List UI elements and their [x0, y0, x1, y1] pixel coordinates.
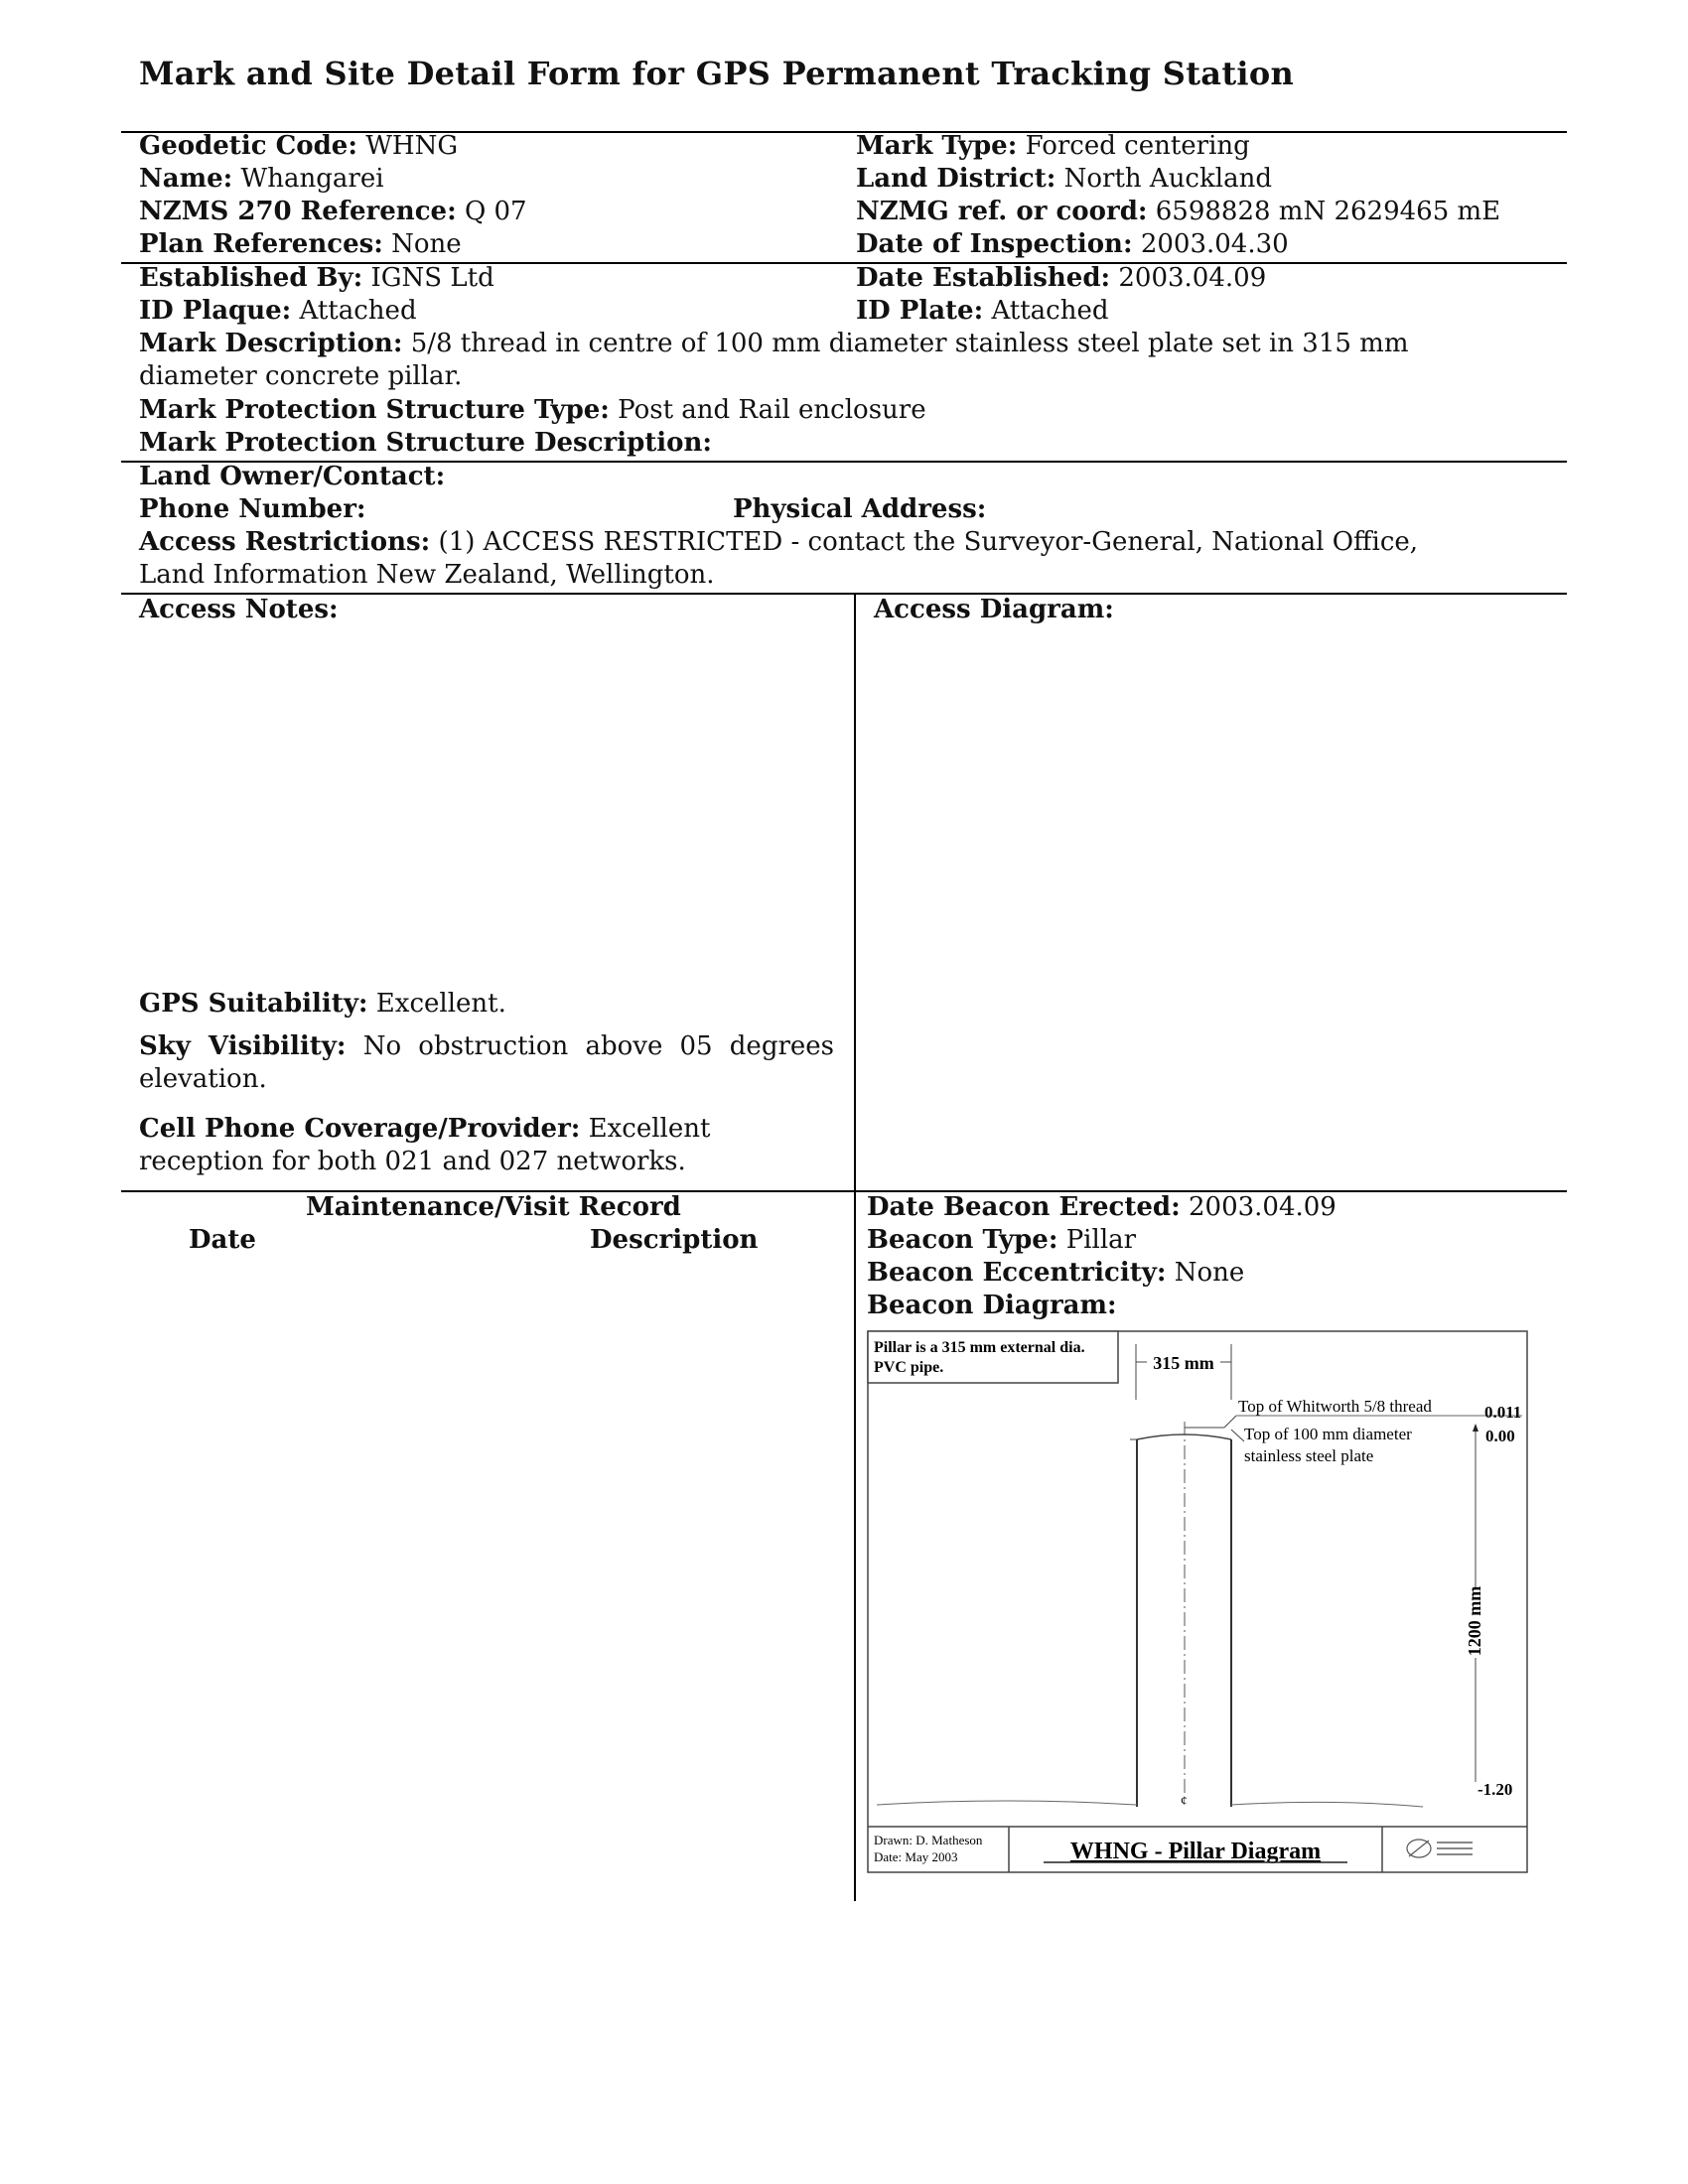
date-established-field: Date Established: 2003.04.09: [856, 263, 1267, 293]
plate-value: 0.00: [1485, 1427, 1515, 1445]
cell-coverage-field: Cell Phone Coverage/Provider: Excellent reception for both 021 and 027 networks.: [139, 1114, 711, 1176]
plate-label-1: Top of 100 mm diameter: [1244, 1425, 1412, 1443]
id-plaque-field: ID Plaque: Attached: [139, 296, 417, 326]
mark-type-field: Mark Type: Forced centering: [856, 131, 1250, 161]
access-restrictions-field: Access Restrictions: (1) ACCESS RESTRICTED - contact the Surveyor-General, National Office, Land Information New Zealand, Wellington.: [139, 527, 1419, 590]
maintenance-heading: Maintenance/Visit Record: [306, 1192, 681, 1222]
pillar-diagram: [867, 1330, 1532, 1876]
date-of-inspection-field: Date of Inspection: 2003.04.30: [856, 229, 1289, 259]
plate-label-2: stainless steel plate: [1244, 1446, 1374, 1465]
maintenance-description-column: Description: [590, 1225, 759, 1255]
beacon-eccentricity-field: Beacon Eccentricity: None: [867, 1258, 1245, 1288]
plan-references-field: Plan References: None: [139, 229, 462, 259]
gps-suitability-field: GPS Suitability: Excellent.: [139, 989, 506, 1019]
pillar-note-line-1: Pillar is a 315 mm external dia.: [874, 1339, 1085, 1356]
geodetic-code-field: Geodetic Code: WHNG: [139, 131, 459, 161]
id-plate-field: ID Plate: Attached: [856, 296, 1109, 326]
nzmg-coord-field: NZMG ref. or coord: 6598828 mN 2629465 mE: [856, 197, 1501, 226]
base-value: -1.20: [1477, 1780, 1513, 1799]
access-notes-label: Access Notes:: [139, 595, 339, 624]
drawn-date: Date: May 2003: [874, 1849, 958, 1864]
access-diagram-label: Access Diagram:: [874, 595, 1114, 624]
width-label: 315 mm: [1153, 1353, 1214, 1373]
nzms-reference-field: NZMS 270 Reference: Q 07: [139, 197, 527, 226]
maintenance-date-column: Date: [189, 1225, 256, 1255]
mark-description-field: Mark Description: 5/8 thread in centre of 100 mm diameter stainless steel plate set in 315 mm diameter concrete pillar.: [139, 329, 1409, 391]
rule-vertical: [854, 593, 856, 1901]
pillar-note-line-2: PVC pipe.: [874, 1359, 944, 1376]
phone-number-field: Phone Number:: [139, 494, 366, 524]
land-owner-field: Land Owner/Contact:: [139, 462, 446, 491]
land-district-field: Land District: North Auckland: [856, 164, 1272, 194]
thread-label: Top of Whitworth 5/8 thread: [1238, 1397, 1432, 1416]
beacon-erected-field: Date Beacon Erected: 2003.04.09: [867, 1192, 1336, 1222]
sky-visibility-field: Sky Visibility: No obstruction above 05 degrees elevation.: [139, 1031, 835, 1094]
diagram-title: WHNG - Pillar Diagram: [1069, 1839, 1322, 1864]
established-by-field: Established By: IGNS Ltd: [139, 263, 494, 293]
height-label: 1200 mm: [1465, 1585, 1484, 1657]
centre-line-symbol: ¢: [1181, 1793, 1188, 1808]
page-title: Mark and Site Detail Form for GPS Permanent Tracking Station: [139, 55, 1295, 92]
physical-address-field: Physical Address:: [733, 494, 987, 524]
thread-value: 0.011: [1484, 1403, 1522, 1422]
beacon-diagram-label: Beacon Diagram:: [867, 1291, 1117, 1320]
name-field: Name: Whangarei: [139, 164, 384, 194]
beacon-type-field: Beacon Type: Pillar: [867, 1225, 1137, 1255]
protection-type-field: Mark Protection Structure Type: Post and Rail enclosure: [139, 395, 926, 425]
drawn-by: Drawn: D. Matheson: [874, 1833, 983, 1847]
protection-description-field: Mark Protection Structure Description:: [139, 428, 713, 458]
